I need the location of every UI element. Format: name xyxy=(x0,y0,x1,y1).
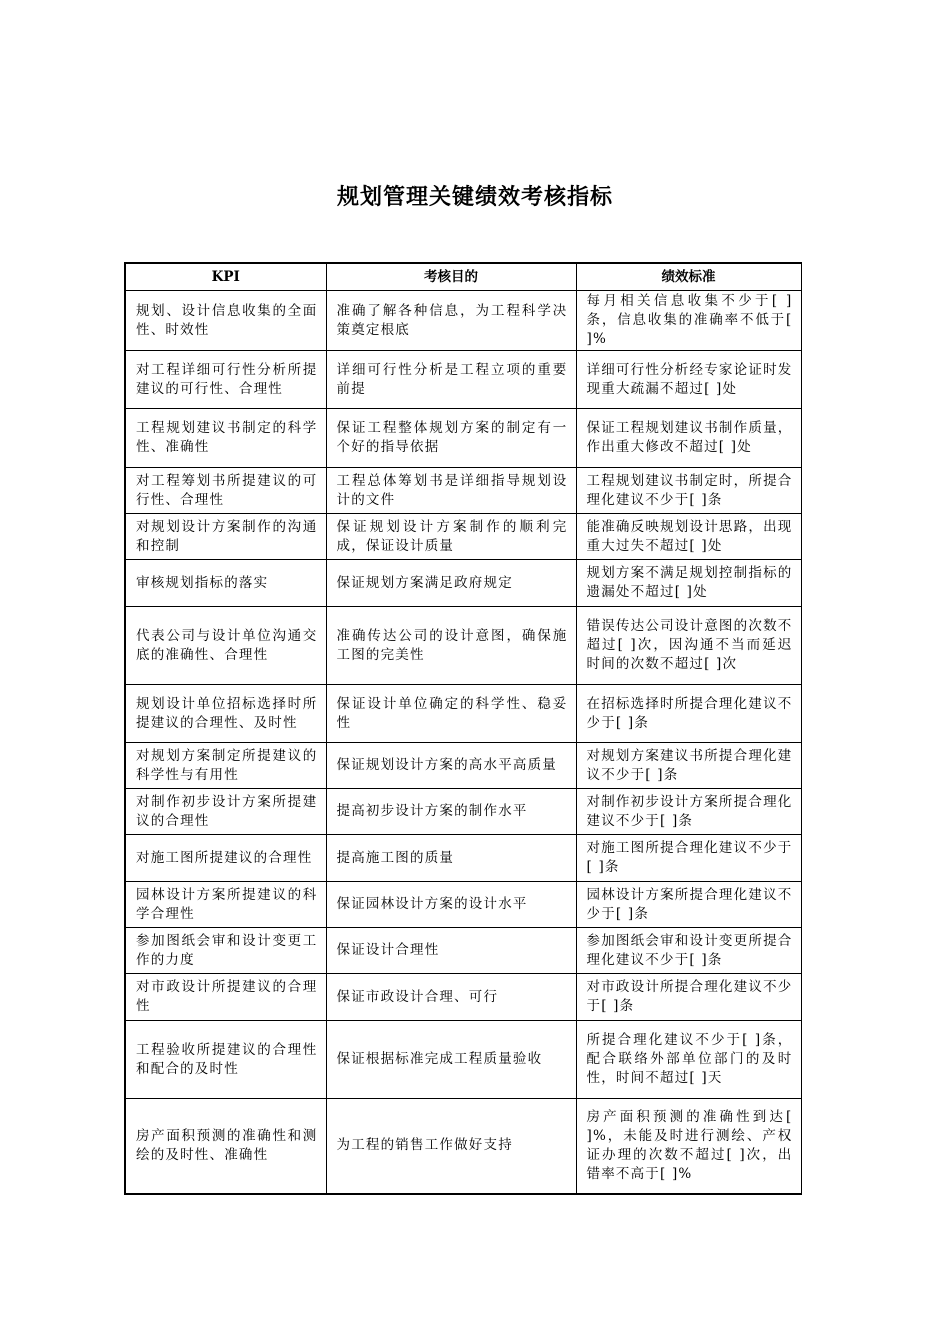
table-row xyxy=(125,560,801,607)
purpose-cell: 提高初步设计方案的制作水平 xyxy=(326,789,576,835)
table-header-row xyxy=(125,263,801,291)
table-row xyxy=(125,409,801,468)
purpose-cell: 工程总体筹划书是详细指导规划设计的文件 xyxy=(326,468,576,514)
table-row xyxy=(125,291,801,351)
standard-cell: 对市政设计所提合理化建议不少于[ ]条 xyxy=(576,974,801,1021)
table-row xyxy=(125,468,801,514)
kpi-cell: 规划、设计信息收集的全面性、时效性 xyxy=(125,291,326,351)
purpose-cell: 为工程的销售工作做好支持 xyxy=(326,1099,576,1194)
purpose-cell: 准确了解各种信息，为工程科学决策奠定根底 xyxy=(326,291,576,351)
table-row xyxy=(125,743,801,789)
table-row xyxy=(125,514,801,560)
kpi-cell: 工程验收所提建议的合理性和配合的及时性 xyxy=(125,1021,326,1099)
kpi-cell: 园林设计方案所提建议的科学合理性 xyxy=(125,882,326,928)
table-row xyxy=(125,974,801,1021)
table-row xyxy=(125,351,801,409)
purpose-cell: 保证设计单位确定的科学性、稳妥性 xyxy=(326,685,576,743)
purpose-cell: 保证规划方案满足政府规定 xyxy=(326,560,576,607)
table-row xyxy=(125,685,801,743)
standard-cell: 每月相关信息收集不少于[ ]条，信息收集的准确率不低于[ ]% xyxy=(576,291,801,351)
purpose-cell: 保证规划设计方案制作的顺利完成，保证设计质量 xyxy=(326,514,576,560)
purpose-cell: 详细可行性分析是工程立项的重要前提 xyxy=(326,351,576,409)
purpose-cell: 保证工程整体规划方案的制定有一个好的指导依据 xyxy=(326,409,576,468)
kpi-cell: 代表公司与设计单位沟通交底的准确性、合理性 xyxy=(125,607,326,685)
kpi-cell: 工程规划建议书制定的科学性、准确性 xyxy=(125,409,326,468)
standard-cell: 所提合理化建议不少于[ ]条，配合联络外部单位部门的及时性，时间不超过[ ]天 xyxy=(576,1021,801,1099)
page-title: 规划管理关键绩效考核指标 xyxy=(336,185,613,210)
header-standard: 绩效标准 xyxy=(576,263,801,291)
header-kpi: KPI xyxy=(125,263,326,291)
standard-cell: 园林设计方案所提合理化建议不少于[ ]条 xyxy=(576,882,801,928)
kpi-cell: 对工程详细可行性分析所提建议的可行性、合理性 xyxy=(125,351,326,409)
table-row xyxy=(125,835,801,882)
kpi-cell: 对工程筹划书所提建议的可行性、合理性 xyxy=(125,468,326,514)
purpose-cell: 准确传达公司的设计意图，确保施工图的完美性 xyxy=(326,607,576,685)
standard-cell: 参加图纸会审和设计变更所提合理化建议不少于[ ]条 xyxy=(576,928,801,974)
standard-cell: 详细可行性分析经专家论证时发现重大疏漏不超过[ ]处 xyxy=(576,351,801,409)
table-row xyxy=(125,789,801,835)
standard-cell: 能准确反映规划设计思路，出现重大过失不超过[ ]处 xyxy=(576,514,801,560)
kpi-cell: 规划设计单位招标选择时所提建议的合理性、及时性 xyxy=(125,685,326,743)
standard-cell: 房产面积预测的准确性到达[ ]%，未能及时进行测绘、产权证办理的次数不超过[ ]次，出错率不高于[ ]% xyxy=(576,1099,801,1194)
standard-cell: 对规划方案建议书所提合理化建议不少于[ ]条 xyxy=(576,743,801,789)
kpi-table xyxy=(124,262,802,1195)
standard-cell: 工程规划建议书制定时，所提合理化建议不少于[ ]条 xyxy=(576,468,801,514)
purpose-cell: 保证市政设计合理、可行 xyxy=(326,974,576,1021)
purpose-cell: 保证设计合理性 xyxy=(326,928,576,974)
standard-cell: 对制作初步设计方案所提合理化建议不少于[ ]条 xyxy=(576,789,801,835)
table-row xyxy=(125,607,801,685)
purpose-cell: 保证根据标准完成工程质量验收 xyxy=(326,1021,576,1099)
standard-cell: 保证工程规划建议书制作质量，作出重大修改不超过[ ]处 xyxy=(576,409,801,468)
header-purpose: 考核目的 xyxy=(326,263,576,291)
kpi-cell: 审核规划指标的落实 xyxy=(125,560,326,607)
table-row xyxy=(125,1021,801,1099)
kpi-cell: 对规划设计方案制作的沟通和控制 xyxy=(125,514,326,560)
table-row xyxy=(125,928,801,974)
purpose-cell: 保证规划设计方案的高水平高质量 xyxy=(326,743,576,789)
kpi-cell: 对规划方案制定所提建议的科学性与有用性 xyxy=(125,743,326,789)
standard-cell: 在招标选择时所提合理化建议不少于[ ]条 xyxy=(576,685,801,743)
standard-cell: 规划方案不满足规划控制指标的遗漏处不超过[ ]处 xyxy=(576,560,801,607)
table-row xyxy=(125,882,801,928)
table-row xyxy=(125,1099,801,1194)
standard-cell: 错误传达公司设计意图的次数不超过[ ]次，因沟通不当而延迟时间的次数不超过[ ]次 xyxy=(576,607,801,685)
kpi-cell: 参加图纸会审和设计变更工作的力度 xyxy=(125,928,326,974)
kpi-cell: 对市政设计所提建议的合理性 xyxy=(125,974,326,1021)
purpose-cell: 保证园林设计方案的设计水平 xyxy=(326,882,576,928)
kpi-cell: 对制作初步设计方案所提建议的合理性 xyxy=(125,789,326,835)
kpi-cell: 房产面积预测的准确性和测绘的及时性、准确性 xyxy=(125,1099,326,1194)
standard-cell: 对施工图所提合理化建议不少于[ ]条 xyxy=(576,835,801,882)
purpose-cell: 提高施工图的质量 xyxy=(326,835,576,882)
kpi-cell: 对施工图所提建议的合理性 xyxy=(125,835,326,882)
